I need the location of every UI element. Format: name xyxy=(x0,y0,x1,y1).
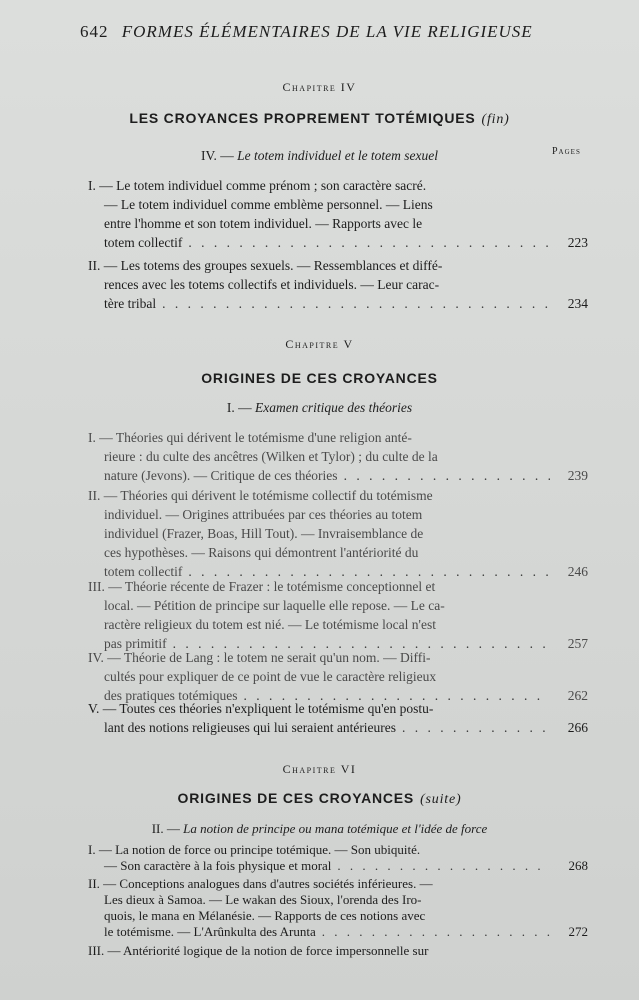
entry-line: ractère religieux du totem est nié. — Le totémisme local n'est xyxy=(104,617,436,632)
chapter-title xyxy=(0,370,639,386)
chapter-title-text: LES CROYANCES PROPREMENT TOTÉMIQUES xyxy=(129,110,476,126)
toc-entry xyxy=(88,486,588,581)
section-number: IV. — xyxy=(200,148,234,163)
section-title: Le totem individuel et le totem sexuel xyxy=(237,148,439,163)
chapter-label: Chapitre IV xyxy=(282,80,357,94)
page-ref: 223 xyxy=(567,235,588,250)
dot-leader xyxy=(344,466,550,485)
entry-line: I. — Le totem individuel comme prénom ; son caractère sacré. xyxy=(88,178,427,193)
entry-line: V. — Toutes ces théories n'expliquent le totémisme qu'en postu- xyxy=(88,701,434,716)
toc-entry xyxy=(88,876,588,940)
entry-line: III. — Théorie récente de Frazer : le totémisme conceptionnel et xyxy=(88,579,436,594)
entry-line: rieure : du culte des ancêtres (Wilken et Tylor) ; du culte de la xyxy=(104,449,438,464)
chapter-title-text: ORIGINES DE CES CROYANCES xyxy=(201,370,438,386)
entry-line: individuel. — Origines attribuées par ces théories au totem xyxy=(104,507,423,522)
entry-line: II. — Conceptions analogues dans d'autres sociétés inférieures. — xyxy=(88,876,433,891)
entry-line: IV. — Théorie de Lang : le totem ne serait qu'un nom. — Diffi- xyxy=(88,650,431,665)
page-ref: 262 xyxy=(567,688,588,703)
page-ref: 272 xyxy=(568,924,588,939)
dot-leader xyxy=(337,858,550,874)
page-ref: 246 xyxy=(567,564,588,579)
toc-entry xyxy=(88,256,588,313)
running-head xyxy=(80,22,600,42)
entry-line: totem collectif xyxy=(104,235,183,250)
entry-line: le totémisme. — L'Arûnkulta des Arunta xyxy=(104,924,316,939)
page-ref: 257 xyxy=(567,636,588,651)
toc-entry xyxy=(88,943,588,959)
entry-line: entre l'homme et son totem individuel. — Rapports avec le xyxy=(104,216,423,231)
section-number: I. — xyxy=(226,400,252,415)
pages-header: Pages xyxy=(552,146,581,157)
page-ref: 234 xyxy=(567,296,588,311)
section-heading xyxy=(0,400,639,416)
chapter-title-suffix: (fin) xyxy=(481,112,510,127)
entry-line: cultés pour expliquer de ce point de vue le caractère religieux xyxy=(104,669,437,684)
chapter-title-text: ORIGINES DE CES CROYANCES xyxy=(177,790,415,806)
section-title: La notion de principe ou mana totémique et l'idée de force xyxy=(183,821,488,836)
toc-entry xyxy=(88,842,588,874)
entry-line: rences avec les totems collectifs et individuels. — Leur carac- xyxy=(104,277,440,292)
entry-line: local. — Pétition de principe sur laquelle elle repose. — Le ca- xyxy=(104,598,445,613)
dot-leader xyxy=(188,233,550,252)
toc-entry xyxy=(88,428,588,485)
entry-line: — Le totem individuel comme emblème personnel. — Liens xyxy=(104,197,433,212)
section-number: II. — xyxy=(151,821,180,836)
page-number: 642 xyxy=(80,22,109,41)
dot-leader xyxy=(162,294,550,313)
entry-line: individuel (Frazer, Boas, Hill Tout). — Invraisemblance de xyxy=(104,526,424,541)
section-title: Examen critique des théories xyxy=(255,400,413,415)
dot-leader xyxy=(402,718,550,737)
page-ref: 266 xyxy=(567,720,588,735)
chapter-title-suffix: (suite) xyxy=(420,792,462,807)
entry-line: quois, le mana en Mélanésie. — Rapports de ces notions avec xyxy=(104,908,426,923)
toc-entry xyxy=(88,648,588,705)
dot-leader xyxy=(322,924,550,940)
entry-line: totem collectif xyxy=(104,564,183,579)
chapter-label: Chapitre VI xyxy=(282,762,357,776)
entry-line: nature (Jevons). — Critique de ces théories xyxy=(104,468,338,483)
chapter-label: Chapitre V xyxy=(285,337,354,351)
chapter-title xyxy=(0,110,639,128)
entry-line: pas primitif xyxy=(104,636,167,651)
chapter-title xyxy=(0,790,639,808)
entry-line: Les dieux à Samoa. — Le wakan des Sioux, l'orenda des Iro- xyxy=(104,892,422,907)
entry-line: tère tribal xyxy=(104,296,157,311)
running-title: FORMES ÉLÉMENTAIRES DE LA VIE RELIGIEUSE xyxy=(121,22,533,41)
toc-entry xyxy=(88,577,588,653)
entry-line: I. — La notion de force ou principe totémique. — Son ubiquité. xyxy=(88,842,421,857)
entry-line: des pratiques totémiques xyxy=(104,688,238,703)
page-ref: 239 xyxy=(567,468,588,483)
entry-line: lant des notions religieuses qui lui seraient antérieures xyxy=(104,720,397,735)
entry-line: III. — Antériorité logique de la notion de force impersonnelle sur xyxy=(88,943,429,958)
page-ref: 268 xyxy=(568,858,588,873)
section-heading xyxy=(0,821,639,837)
toc-entry xyxy=(88,176,588,252)
entry-line: I. — Théories qui dérivent le totémisme d'une religion anté- xyxy=(88,430,412,445)
entry-line: II. — Théories qui dérivent le totémisme collectif du totémisme xyxy=(88,488,433,503)
section-heading xyxy=(0,148,639,164)
toc-entry xyxy=(88,699,588,737)
entry-line: ces hypothèses. — Raisons qui démontrent l'antériorité du xyxy=(104,545,419,560)
entry-line: II. — Les totems des groupes sexuels. — Ressemblances et diffé- xyxy=(88,258,443,273)
entry-line: — Son caractère à la fois physique et moral xyxy=(104,858,332,873)
